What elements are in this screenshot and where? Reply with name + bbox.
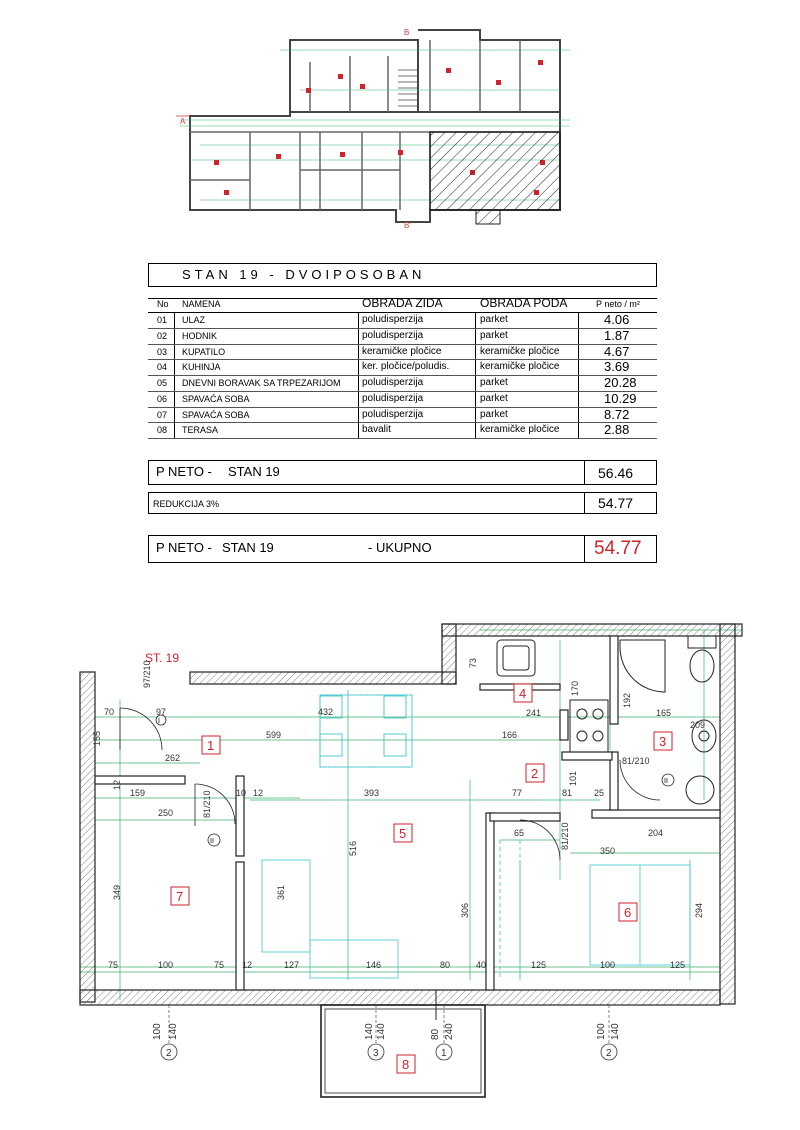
row-name: SPAVAĆA SOBA: [182, 409, 250, 420]
dim-306: 306: [460, 902, 470, 918]
total-suffix: - UKUPNO: [368, 540, 432, 555]
dim-12-b: 12: [253, 788, 264, 798]
dim-361: 361: [276, 884, 286, 900]
dim-81-210-a: 81/210: [202, 790, 212, 818]
total-stan: STAN 19: [222, 540, 274, 555]
dim-127: 127: [284, 960, 300, 970]
reduction-value: 54.77: [598, 495, 634, 511]
dim-349: 349: [112, 884, 122, 900]
dim-12-a: 12: [112, 779, 122, 790]
row-floor: parket: [480, 408, 508, 420]
dim-241: 241: [526, 708, 542, 718]
dim-75-b: 75: [214, 960, 225, 970]
dim-204: 204: [648, 828, 664, 838]
apartment-title: STAN 19 - DVOIPOSOBAN: [182, 267, 426, 282]
dim-170: 170: [570, 680, 580, 696]
axis-dim-140-c: 140: [376, 1023, 387, 1040]
row-divider: [148, 438, 657, 439]
axis-dim-140-b: 140: [364, 1023, 375, 1040]
dim-125-b: 125: [670, 960, 686, 970]
dim-294: 294: [694, 902, 704, 918]
row-divider: [148, 422, 657, 423]
room-number-1: 1: [207, 738, 215, 753]
axis-dim-100-a: 100: [152, 1023, 163, 1040]
row-name: KUPATILO: [182, 346, 226, 357]
building-site-plan: [0, 0, 800, 240]
axis-a-label: A: [180, 117, 186, 126]
door-mark-ii-2: II: [664, 778, 668, 785]
row-area: 10.29: [604, 390, 637, 406]
row-no: 03: [157, 346, 168, 357]
row-no: 08: [157, 425, 168, 436]
row-floor: parket: [480, 377, 508, 388]
total-value: 54.77: [594, 538, 642, 559]
axis-dim-240: 240: [444, 1023, 455, 1040]
row-wall: poludisperzija: [362, 329, 424, 341]
dim-393: 393: [364, 788, 380, 798]
row-no: 01: [157, 315, 168, 325]
neto-value: 56.46: [598, 465, 634, 481]
row-floor: keramičke pločice: [480, 424, 560, 436]
dim-81-210-c: 81/210: [560, 822, 570, 850]
axis-marker-2-b: 2: [606, 1048, 612, 1059]
reduction-label: REDUKCIJA 3%: [153, 499, 220, 509]
axis-marker-3: 3: [373, 1048, 379, 1059]
total-label: P NETO -: [156, 540, 212, 555]
header-wall: OBRADA ZIDA: [362, 296, 443, 310]
row-name: SPAVAĆA SOBA: [182, 393, 250, 404]
dim-81-210-b: 81/210: [622, 756, 650, 766]
dim-155: 155: [92, 730, 102, 746]
row-wall: poludisperzija: [362, 377, 424, 388]
neto-stan: STAN 19: [228, 464, 280, 479]
apartment-floor-plan: [0, 600, 800, 1130]
room-number-7: 7: [176, 889, 184, 904]
dim-100-b: 100: [600, 960, 616, 970]
dim-250: 250: [158, 808, 174, 818]
room-number-8: 8: [402, 1057, 410, 1072]
dim-25: 25: [594, 788, 605, 798]
dim-599: 599: [266, 730, 282, 740]
dim-80: 80: [440, 960, 451, 970]
row-floor: parket: [480, 314, 508, 325]
row-floor: keramičke pločice: [480, 361, 560, 373]
plan-label: ST. 19: [145, 651, 180, 665]
row-area: 1.87: [604, 327, 630, 343]
dim-165: 165: [656, 708, 672, 718]
row-name: DNEVNI BORAVAK SA TRPEZARIJOM: [182, 378, 341, 388]
header-no: No: [157, 299, 169, 309]
dim-73: 73: [468, 657, 478, 668]
axis-dim-140-d: 140: [610, 1023, 621, 1040]
row-area: 20.28: [604, 375, 637, 390]
row-floor: parket: [480, 392, 508, 404]
dim-101: 101: [568, 770, 578, 786]
row-wall: ker. pločice/poludis.: [362, 361, 450, 373]
row-name: KUHINJA: [182, 362, 221, 373]
dim-159: 159: [130, 788, 146, 798]
dim-350: 350: [600, 846, 616, 856]
dim-10: 10: [236, 788, 247, 798]
dim-75-a: 75: [108, 960, 119, 970]
dim-209: 209: [690, 720, 706, 730]
row-no: 07: [157, 409, 168, 420]
row-no: 04: [157, 362, 168, 373]
axis-dim-100-b: 100: [596, 1023, 607, 1040]
neto-box: [148, 460, 657, 485]
row-area: 3.69: [604, 359, 630, 375]
row-no: 05: [157, 378, 168, 388]
axis-marker-1: 1: [441, 1048, 447, 1059]
dim-97: 97: [156, 707, 167, 717]
axis-marker-2-a: 2: [166, 1048, 172, 1059]
header-floor: OBRADA PODA: [480, 296, 568, 310]
room-number-6: 6: [624, 905, 632, 920]
dim-262: 262: [165, 753, 181, 763]
row-area: 4.67: [604, 343, 630, 359]
dim-12-c: 12: [242, 960, 253, 970]
row-floor: keramičke pločice: [480, 345, 560, 357]
axis-b-label: B: [404, 28, 410, 37]
row-area: 2.88: [604, 422, 630, 438]
row-floor: parket: [480, 329, 508, 341]
row-wall: poludisperzija: [362, 392, 424, 404]
dim-65: 65: [514, 828, 525, 838]
room-number-3: 3: [659, 734, 667, 749]
row-wall: keramičke pločice: [362, 345, 442, 357]
dim-100-a: 100: [158, 960, 174, 970]
room-number-4: 4: [519, 686, 527, 701]
header-name: NAMENA: [182, 299, 221, 309]
dim-166: 166: [502, 730, 518, 740]
row-name: ULAZ: [182, 315, 206, 325]
dim-192: 192: [622, 692, 632, 708]
door-mark-i: I: [158, 718, 160, 725]
dim-70: 70: [104, 707, 115, 717]
dim-432: 432: [318, 707, 334, 717]
dim-77: 77: [512, 788, 523, 798]
row-no: 02: [157, 330, 168, 341]
row-no: 06: [157, 393, 168, 404]
dim-125-a: 125: [531, 960, 547, 970]
dim-146: 146: [366, 960, 382, 970]
axis-dim-80: 80: [430, 1028, 441, 1040]
room-number-5: 5: [399, 826, 407, 841]
axis-dim-140-a: 140: [168, 1023, 179, 1040]
row-wall: poludisperzija: [362, 314, 424, 325]
dim-516: 516: [348, 840, 358, 856]
row-area: 4.06: [604, 312, 630, 327]
dim-40: 40: [476, 960, 487, 970]
dim-97-210: 97/210: [142, 660, 152, 688]
room-number-2: 2: [531, 766, 539, 781]
neto-label: P NETO -: [156, 464, 212, 479]
header-area: P neto / m²: [596, 299, 640, 309]
row-name: HODNIK: [182, 330, 218, 341]
dim-81: 81: [562, 788, 573, 798]
axis-b2-label: B': [404, 221, 411, 230]
row-name: TERASA: [182, 425, 219, 436]
row-wall: poludisperzija: [362, 408, 424, 420]
row-area: 8.72: [604, 406, 630, 422]
row-wall: bavalit: [362, 424, 391, 436]
reduction-box: [148, 492, 657, 514]
door-mark-ii-1: II: [210, 838, 214, 845]
